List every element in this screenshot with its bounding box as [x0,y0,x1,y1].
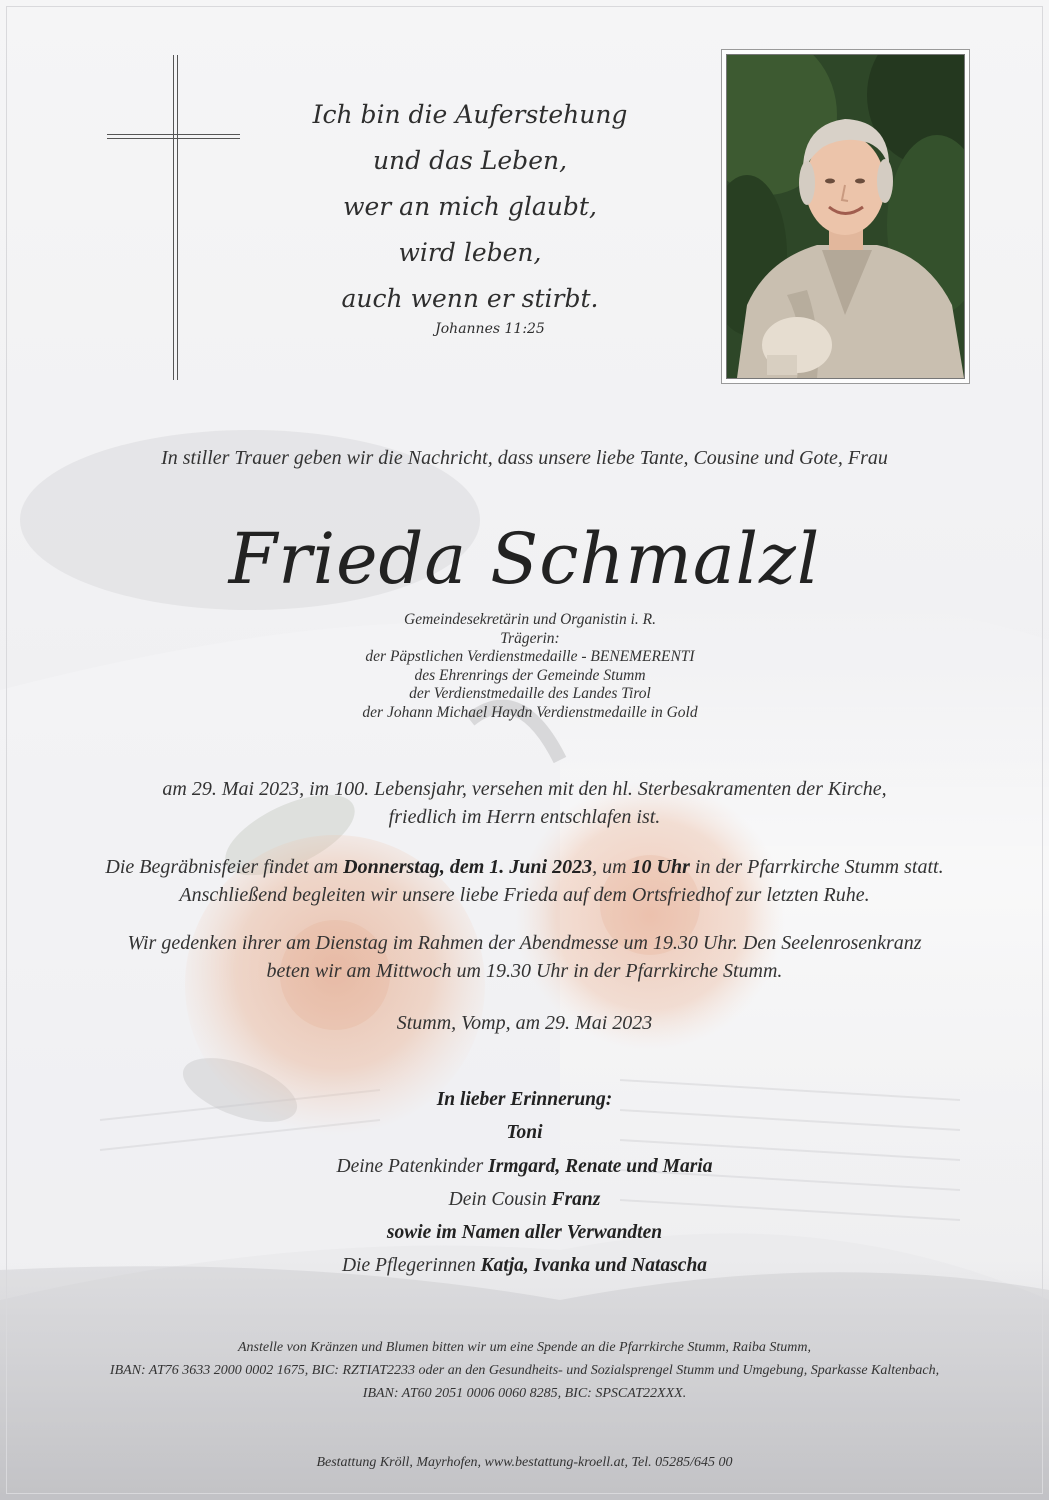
donation-line: IBAN: AT76 3633 2000 0002 1675, BIC: RZTIAT2233 oder an den Gesundheits- und Sozialsprengel Stumm und Umgebung, Sparkasse Kaltenbach, [109,1363,940,1378]
mourners-heading [200,1083,849,1116]
quote-line: wer an mich glaubt, [343,192,597,221]
funeral-time: 10 Uhr [631,856,690,878]
bible-quote [290,92,650,340]
funeral-text: Die Begräbnisfeier findet am [105,856,344,878]
mourner-line [200,1183,849,1216]
remembrance-line: beten wir am Mittwoch um 19.30 Uhr in der Pfarrkirche Stumm. [266,960,783,982]
honor-line: der Päpstlichen Verdienstmedaille - BENEMERENTI [365,648,695,666]
announcement-text: In stiller Trauer geben wir die Nachricht, dass unsere liebe Tante, Cousine und Gote, Frau [161,447,888,469]
honor-line: Trägerin: [500,629,560,647]
mourner-name: Franz [551,1188,601,1210]
deceased-name: Frieda Schmalzl [228,518,821,600]
quote-line: wird leben, [398,238,542,267]
quote-line: und das Leben, [372,146,568,175]
funeral-home-footer: Bestattung Kröll, Mayrhofen, www.bestattung-kroell.at, Tel. 05285/645 00 [316,1455,733,1470]
mourner-name: Toni [506,1122,543,1144]
mourner-name: Irmgard, Renate und Maria [488,1155,713,1177]
mourner-relation: Deine Patenkinder [336,1155,489,1177]
quote-reference: Johannes 11:25 [435,321,545,337]
remembrance-info [40,929,1009,985]
mourner-line [200,1116,849,1149]
mourners-heading-text: In lieber Erinnerung: [436,1089,613,1110]
mourner-relatives: sowie im Namen aller Verwandten [386,1222,663,1244]
cross-icon [173,55,178,380]
mourner-line [200,1249,849,1282]
quote-line: auch wenn er stirbt. [341,284,599,313]
mourner-line [200,1150,849,1183]
donation-line: Anstelle von Kränzen und Blumen bitten wir um eine Spende an die Pfarrkirche Stumm, Raiba Stumm, [237,1340,811,1355]
portrait-photo [726,54,965,379]
mourner-line [200,1216,849,1249]
honor-line: Gemeindesekretärin und Organistin i. R. [404,611,656,628]
honors-list [230,611,830,723]
honor-line: der Verdienstmedaille des Landes Tirol [409,685,651,703]
donation-notice [40,1336,1009,1405]
funeral-text: in der Pfarrkirche Stumm statt. [689,856,944,878]
funeral-line: Anschließend begleiten wir unsere liebe Frieda auf dem Ortsfriedhof zur letzten Ruhe. [179,884,870,906]
quote-line: Ich bin die Auferstehung [312,100,628,129]
mourners-list [200,1083,849,1283]
cross-bar [107,134,240,139]
place-date [40,1009,1009,1037]
remembrance-line: Wir gedenken ihrer am Dienstag im Rahmen der Abendmesse um 19.30 Uhr. Den Seelenrosenkranz [127,932,922,954]
mourner-relation: Dein Cousin [448,1188,552,1210]
death-notice [40,775,1009,831]
death-notice-line: am 29. Mai 2023, im 100. Lebensjahr, versehen mit den hl. Sterbesakramenten der Kirche, [162,778,887,800]
honor-line: der Johann Michael Haydn Verdienstmedaille in Gold [362,703,698,721]
death-notice-line: friedlich im Herrn entschlafen ist. [388,806,661,828]
mourner-relation: Die Pflegerinnen [341,1255,481,1277]
place-date-line: Stumm, Vomp, am 29. Mai 2023 [396,1012,653,1034]
mourner-name: Katja, Ivanka und Natascha [480,1255,708,1277]
donation-line: IBAN: AT60 2051 0006 0060 8285, BIC: SPSCAT22XXX. [362,1386,687,1401]
funeral-date: Donnerstag, dem 1. Juni 2023 [343,856,593,878]
funeral-info [40,853,1009,909]
portrait-frame [721,49,970,384]
funeral-line [40,853,1009,881]
funeral-text: , um [592,856,632,878]
honor-line: des Ehrenrings der Gemeinde Stumm [414,666,646,684]
